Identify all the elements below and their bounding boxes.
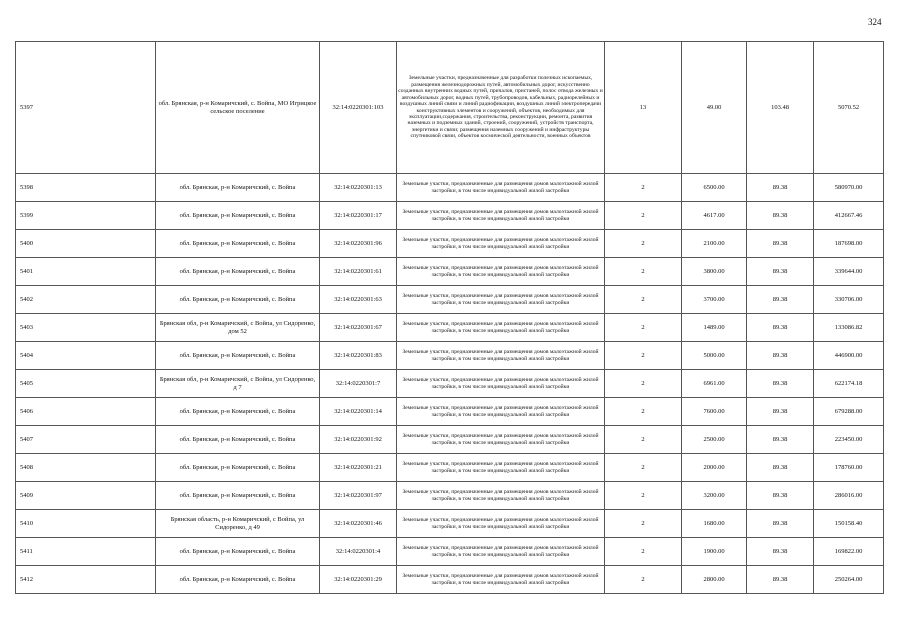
address-cell: обл. Брянская, р-н Комаричский, с. Войпа bbox=[156, 538, 320, 566]
address-cell: обл. Брянская, р-н Комаричский, с. Войпа bbox=[156, 454, 320, 482]
row-number: 5397 bbox=[16, 42, 156, 174]
cadastral-number-cell: 32:14:0220301:17 bbox=[320, 202, 397, 230]
address-cell: обл. Брянская, р-н Комаричский, с. Войпа, МО Игрицкое сельское поселение bbox=[156, 42, 320, 174]
cadastral-number-cell: 32:14:0220301:63 bbox=[320, 286, 397, 314]
area-cell: 2100.00 bbox=[682, 230, 747, 258]
table-row bbox=[16, 202, 884, 230]
table-row bbox=[16, 426, 884, 454]
address-cell: обл. Брянская, р-н Комаричский, с. Войпа bbox=[156, 482, 320, 510]
cadastral-number-cell: 32:14:0220301:29 bbox=[320, 566, 397, 594]
value-cell: 679288.00 bbox=[814, 398, 884, 426]
rate-cell: 89.38 bbox=[747, 230, 814, 258]
value-cell: 169822.00 bbox=[814, 538, 884, 566]
address-cell: Брянская обл, р-н Комаричский, с Войпа, ул Сидоренко, дом 52 bbox=[156, 314, 320, 342]
group-cell: 2 bbox=[605, 202, 682, 230]
area-cell: 6961.00 bbox=[682, 370, 747, 398]
table-row bbox=[16, 538, 884, 566]
cadastral-number-cell: 32:14:0220301:83 bbox=[320, 342, 397, 370]
value-cell: 286016.00 bbox=[814, 482, 884, 510]
address-cell: обл. Брянская, р-н Комаричский, с. Войпа bbox=[156, 426, 320, 454]
value-cell: 150158.40 bbox=[814, 510, 884, 538]
rate-cell: 89.38 bbox=[747, 174, 814, 202]
value-cell: 250264.00 bbox=[814, 566, 884, 594]
group-cell: 2 bbox=[605, 286, 682, 314]
area-cell: 3200.00 bbox=[682, 482, 747, 510]
row-number: 5405 bbox=[16, 370, 156, 398]
table-row bbox=[16, 314, 884, 342]
table-row bbox=[16, 566, 884, 594]
address-cell: обл. Брянская, р-н Комаричский, с. Войпа bbox=[156, 342, 320, 370]
address-cell: обл. Брянская, р-н Комаричский, с. Войпа bbox=[156, 566, 320, 594]
value-cell: 580970.00 bbox=[814, 174, 884, 202]
group-cell: 2 bbox=[605, 342, 682, 370]
row-number: 5401 bbox=[16, 258, 156, 286]
area-cell: 1900.00 bbox=[682, 538, 747, 566]
table-row bbox=[16, 258, 884, 286]
rate-cell: 89.38 bbox=[747, 342, 814, 370]
rate-cell: 89.38 bbox=[747, 538, 814, 566]
area-cell: 3700.00 bbox=[682, 286, 747, 314]
group-cell: 2 bbox=[605, 314, 682, 342]
table-row bbox=[16, 454, 884, 482]
row-number: 5402 bbox=[16, 286, 156, 314]
value-cell: 622174.18 bbox=[814, 370, 884, 398]
cadastral-number-cell: 32:14:0220301:4 bbox=[320, 538, 397, 566]
area-cell: 5000.00 bbox=[682, 342, 747, 370]
value-cell: 5070.52 bbox=[814, 42, 884, 174]
row-number: 5400 bbox=[16, 230, 156, 258]
cadastral-number-cell: 32:14:0220301:61 bbox=[320, 258, 397, 286]
group-cell: 2 bbox=[605, 258, 682, 286]
area-cell: 3800.00 bbox=[682, 258, 747, 286]
cadastral-number-cell: 32:14:0220301:97 bbox=[320, 482, 397, 510]
rate-cell: 89.38 bbox=[747, 454, 814, 482]
rate-cell: 89.38 bbox=[747, 398, 814, 426]
rate-cell: 103.48 bbox=[747, 42, 814, 174]
address-cell: обл. Брянская, р-н Комаричский, с. Войпа bbox=[156, 202, 320, 230]
cadastral-value-table bbox=[15, 41, 884, 594]
table-body bbox=[16, 42, 884, 594]
cadastral-number-cell: 32:14:0220301:96 bbox=[320, 230, 397, 258]
land-use-cell: Земельные участки, предназначенные для размещения домов малоэтажной жилой застройки, в том числе индивидуальной жилой застройки bbox=[397, 286, 605, 314]
land-use-cell: Земельные участки, предназначенные для размещения домов малоэтажной жилой застройки, в том числе индивидуальной жилой застройки bbox=[397, 202, 605, 230]
row-number: 5412 bbox=[16, 566, 156, 594]
land-use-cell: Земельные участки, предназначенные для размещения домов малоэтажной жилой застройки, в том числе индивидуальной жилой застройки bbox=[397, 258, 605, 286]
address-cell: обл. Брянская, р-н Комаричский, с. Войпа bbox=[156, 398, 320, 426]
row-number: 5404 bbox=[16, 342, 156, 370]
table-row bbox=[16, 342, 884, 370]
rate-cell: 89.38 bbox=[747, 510, 814, 538]
table-row bbox=[16, 42, 884, 174]
table-row bbox=[16, 370, 884, 398]
row-number: 5406 bbox=[16, 398, 156, 426]
land-use-cell: Земельные участки, предназначенные для размещения домов малоэтажной жилой застройки, в том числе индивидуальной жилой застройки bbox=[397, 230, 605, 258]
table-row bbox=[16, 482, 884, 510]
land-use-cell: Земельные участки, предназначенные для размещения домов малоэтажной жилой застройки, в том числе индивидуальной жилой застройки bbox=[397, 174, 605, 202]
address-cell: Брянская область, р-н Комаричский, с Войпа, ул Сидоренко, д 49 bbox=[156, 510, 320, 538]
value-cell: 412667.46 bbox=[814, 202, 884, 230]
area-cell: 2000.00 bbox=[682, 454, 747, 482]
area-cell: 49.00 bbox=[682, 42, 747, 174]
cadastral-number-cell: 32:14:0220301:92 bbox=[320, 426, 397, 454]
land-use-cell: Земельные участки, предназначенные для размещения домов малоэтажной жилой застройки, в том числе индивидуальной жилой застройки bbox=[397, 426, 605, 454]
table-row bbox=[16, 230, 884, 258]
value-cell: 339644.00 bbox=[814, 258, 884, 286]
row-number: 5410 bbox=[16, 510, 156, 538]
rate-cell: 89.38 bbox=[747, 482, 814, 510]
land-use-cell: Земельные участки, предназначенные для размещения домов малоэтажной жилой застройки, в том числе индивидуальной жилой застройки bbox=[397, 314, 605, 342]
value-cell: 223450.00 bbox=[814, 426, 884, 454]
address-cell: обл. Брянская, р-н Комаричский, с. Войпа bbox=[156, 230, 320, 258]
rate-cell: 89.38 bbox=[747, 370, 814, 398]
group-cell: 2 bbox=[605, 510, 682, 538]
area-cell: 6500.00 bbox=[682, 174, 747, 202]
land-use-cell: Земельные участки, предназначенные для размещения домов малоэтажной жилой застройки, в том числе индивидуальной жилой застройки bbox=[397, 482, 605, 510]
row-number: 5409 bbox=[16, 482, 156, 510]
table-row bbox=[16, 398, 884, 426]
land-use-cell: Земельные участки, предназначенные для размещения домов малоэтажной жилой застройки, в том числе индивидуальной жилой застройки bbox=[397, 510, 605, 538]
land-use-cell: Земельные участки, предназначенные для размещения домов малоэтажной жилой застройки, в том числе индивидуальной жилой застройки bbox=[397, 566, 605, 594]
page-number: 324 bbox=[868, 17, 882, 27]
address-cell: обл. Брянская, р-н Комаричский, с. Войпа bbox=[156, 258, 320, 286]
rate-cell: 89.38 bbox=[747, 314, 814, 342]
address-cell: обл. Брянская, р-н Комаричский, с. Войпа bbox=[156, 286, 320, 314]
land-use-cell: Земельные участки, предназначенные для разработки полезных ископаемых, размещения железнодорожных путей, автомобильных дорог, искусственно созданных внутренних водных путей, причалов, пристаней, полос отвода железных и автомобильных дорог, водных путей, трубопроводов, кабельных, радиорелейных и воздушных линий связи и линий радиофикации, воздушных линий электропередачи конструктивных элементов и сооружений, объектов, необходимых для эксплуатации,содержания, строительства, реконструкции, ремонта, развития наземных и подземных зданий, строений, сооружений, устройств транспорта, энергетики и связи; размещения наземных сооружений и инфраструктуры спутниковой связи, объектов космической деятельности, военных объектов bbox=[397, 42, 605, 174]
rate-cell: 89.38 bbox=[747, 426, 814, 454]
value-cell: 446900.00 bbox=[814, 342, 884, 370]
row-number: 5407 bbox=[16, 426, 156, 454]
land-use-cell: Земельные участки, предназначенные для размещения домов малоэтажной жилой застройки, в том числе индивидуальной жилой застройки bbox=[397, 398, 605, 426]
table-row bbox=[16, 286, 884, 314]
cadastral-number-cell: 32:14:0220301:13 bbox=[320, 174, 397, 202]
rate-cell: 89.38 bbox=[747, 258, 814, 286]
land-use-cell: Земельные участки, предназначенные для размещения домов малоэтажной жилой застройки, в том числе индивидуальной жилой застройки bbox=[397, 538, 605, 566]
value-cell: 187698.00 bbox=[814, 230, 884, 258]
group-cell: 2 bbox=[605, 398, 682, 426]
cadastral-number-cell: 32:14:0220301:103 bbox=[320, 42, 397, 174]
area-cell: 2800.00 bbox=[682, 566, 747, 594]
group-cell: 2 bbox=[605, 566, 682, 594]
rate-cell: 89.38 bbox=[747, 202, 814, 230]
address-cell: обл. Брянская, р-н Комаричский, с. Войпа bbox=[156, 174, 320, 202]
row-number: 5403 bbox=[16, 314, 156, 342]
cadastral-number-cell: 32:14:0220301:46 bbox=[320, 510, 397, 538]
area-cell: 4617.00 bbox=[682, 202, 747, 230]
group-cell: 2 bbox=[605, 538, 682, 566]
row-number: 5411 bbox=[16, 538, 156, 566]
rate-cell: 89.38 bbox=[747, 286, 814, 314]
row-number: 5398 bbox=[16, 174, 156, 202]
land-use-cell: Земельные участки, предназначенные для размещения домов малоэтажной жилой застройки, в том числе индивидуальной жилой застройки bbox=[397, 370, 605, 398]
row-number: 5399 bbox=[16, 202, 156, 230]
value-cell: 133086.82 bbox=[814, 314, 884, 342]
area-cell: 7600.00 bbox=[682, 398, 747, 426]
group-cell: 2 bbox=[605, 482, 682, 510]
cadastral-number-cell: 32:14:0220301:21 bbox=[320, 454, 397, 482]
group-cell: 2 bbox=[605, 230, 682, 258]
land-use-cell: Земельные участки, предназначенные для размещения домов малоэтажной жилой застройки, в том числе индивидуальной жилой застройки bbox=[397, 454, 605, 482]
address-cell: Брянская обл, р-н Комаричский, с Войпа, ул Сидоренко, д 7 bbox=[156, 370, 320, 398]
group-cell: 2 bbox=[605, 174, 682, 202]
value-cell: 178760.00 bbox=[814, 454, 884, 482]
land-use-cell: Земельные участки, предназначенные для размещения домов малоэтажной жилой застройки, в том числе индивидуальной жилой застройки bbox=[397, 342, 605, 370]
area-cell: 2500.00 bbox=[682, 426, 747, 454]
group-cell: 2 bbox=[605, 454, 682, 482]
table-row bbox=[16, 510, 884, 538]
row-number: 5408 bbox=[16, 454, 156, 482]
group-cell: 2 bbox=[605, 370, 682, 398]
cadastral-number-cell: 32:14:0220301:7 bbox=[320, 370, 397, 398]
group-cell: 2 bbox=[605, 426, 682, 454]
cadastral-number-cell: 32:14:0220301:14 bbox=[320, 398, 397, 426]
area-cell: 1489.00 bbox=[682, 314, 747, 342]
cadastral-number-cell: 32:14:0220301:67 bbox=[320, 314, 397, 342]
area-cell: 1680.00 bbox=[682, 510, 747, 538]
value-cell: 330706.00 bbox=[814, 286, 884, 314]
table-row bbox=[16, 174, 884, 202]
group-cell: 13 bbox=[605, 42, 682, 174]
rate-cell: 89.38 bbox=[747, 566, 814, 594]
